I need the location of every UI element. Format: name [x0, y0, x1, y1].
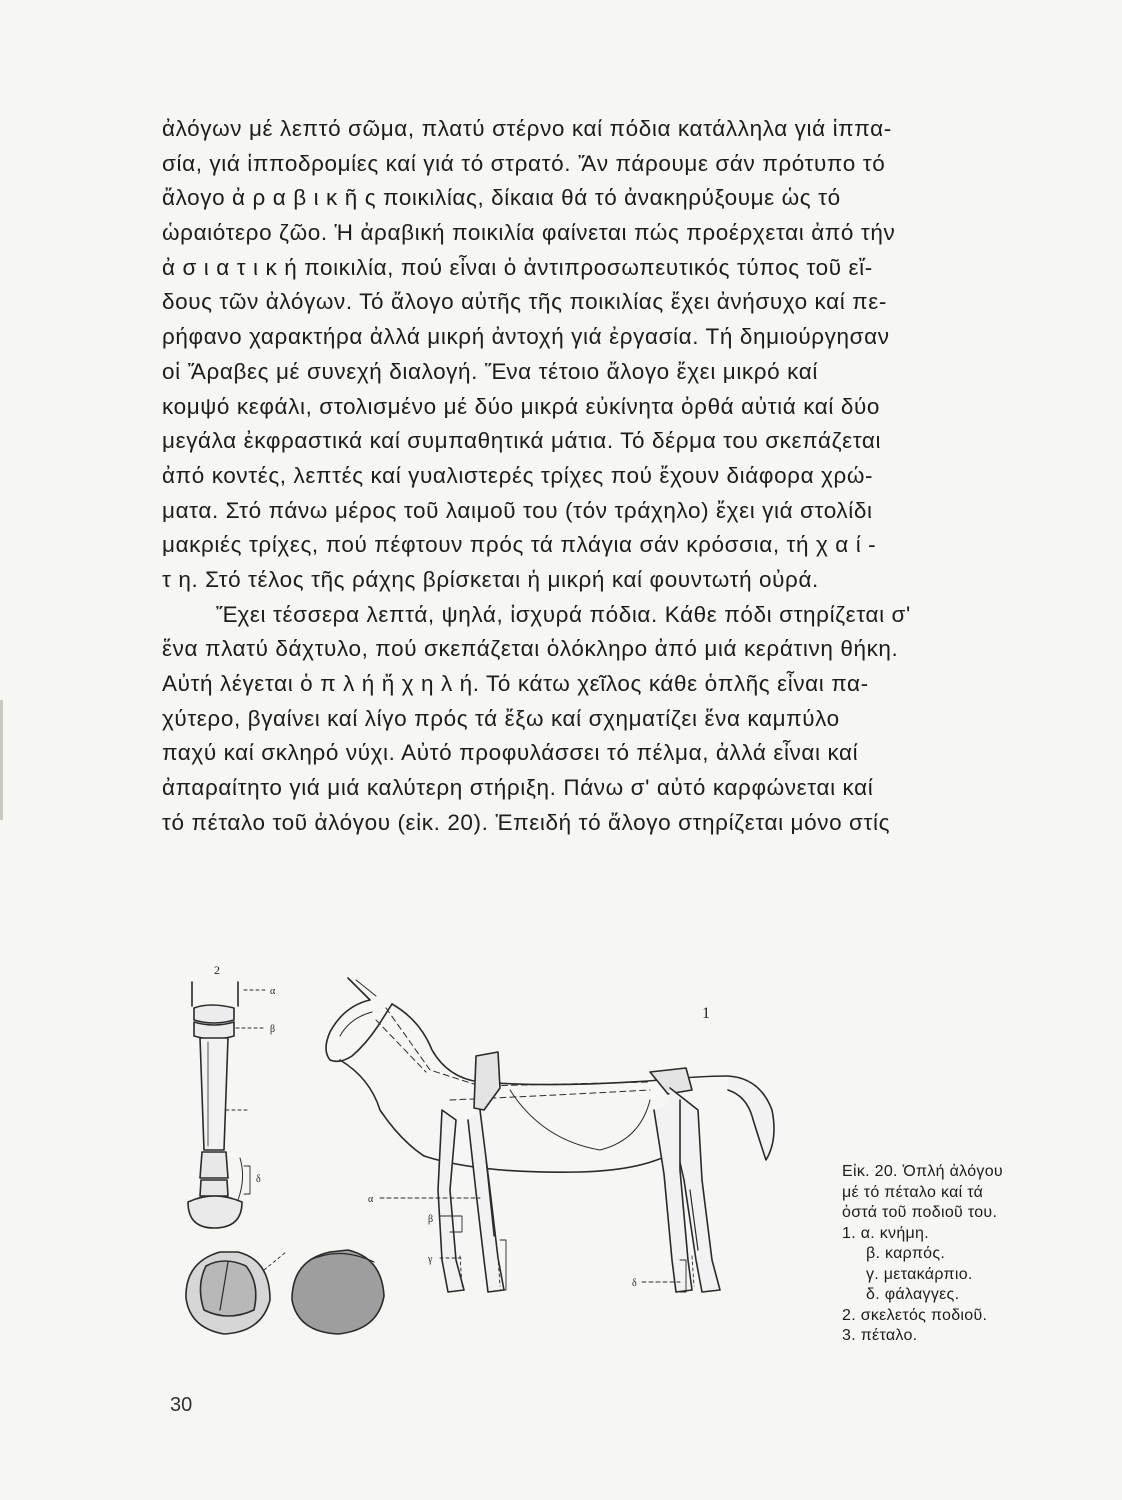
- caption-title: μέ τό πέταλο καί τά: [842, 1183, 984, 1201]
- text-line: οἱ Ἄραβες μέ συνεχή διαλογή. Ἕνα τέτοιο ἄλογο ἔχει μικρό καί: [162, 358, 818, 384]
- text-line: Ἔχει τέσσερα λεπτά, ψηλά, ἰσχυρά πόδια. Κάθε πόδι στηρίζεται σ': [216, 601, 911, 627]
- text-line: κομψό κεφάλι, στολισμένο μέ δύο μικρά εὐκίνητα ὀρθά αὐτιά καί δύο: [162, 393, 880, 419]
- horse-skeleton-figure: [180, 960, 780, 1340]
- label-delta: δ: [632, 1278, 637, 1289]
- text-line: τό πέταλο τοῦ ἀλόγου (εἰκ. 20). Ἐπειδή τό ἄλογο στηρίζεται μόνο στίς: [162, 809, 891, 835]
- caption-title: ὀστά τοῦ ποδιοῦ του.: [842, 1204, 998, 1221]
- caption-item: δ. φάλαγγες.: [866, 1286, 960, 1303]
- label-alpha: α: [368, 1194, 374, 1205]
- horse-outline-drawing: [326, 978, 774, 1292]
- horseshoe-drawing: [186, 1250, 384, 1334]
- figure-drawing: [180, 960, 780, 1340]
- text-line: ματα. Στό πάνω μέρος τοῦ λαιμοῦ του (τόν τράχηλο) ἔχει γιά στολίδι: [162, 497, 873, 523]
- figure-caption: [842, 1162, 1072, 1347]
- caption-item: β. καρπός.: [866, 1245, 946, 1262]
- caption-item: 3. πέταλο.: [842, 1327, 918, 1344]
- label-1: 1: [702, 1005, 710, 1022]
- text-line: μεγάλα ἐκφραστικά καί συμπαθητικά μάτια. Τό δέρμα του σκεπάζεται: [162, 428, 882, 454]
- leg-skeleton-drawing: [188, 982, 266, 1228]
- text-line: Αὐτή λέγεται ὁ π λ ή ἤ χ η λ ή. Τό κάτω χεῖλος κάθε ὁπλῆς εἶναι πα-: [162, 671, 869, 696]
- text-line: χύτερο, βγαίνει καί λίγο πρός τά ἔξω καί σχηματίζει ἕνα καμπύλο: [162, 705, 840, 731]
- label-2: 2: [214, 963, 220, 977]
- text-line: ἀπαραίτητο γιά μιά καλύτερη στήριξη. Πάνω σ' αὐτό καρφώνεται καί: [162, 775, 874, 801]
- label-gamma: γ: [428, 1254, 433, 1265]
- body-text: [162, 112, 1082, 840]
- text-line: ἀλόγων μέ λεπτό σῶμα, πλατύ στέρνο καί πόδια κατάλληλα γιά ἱππα-: [162, 116, 892, 141]
- caption-item: γ. μετακάρπιο.: [866, 1265, 973, 1283]
- label-delta-2: δ: [256, 1174, 261, 1185]
- label-alpha-2: α: [270, 986, 276, 997]
- text-line: δους τῶν ἀλόγων. Τό ἄλογο αὐτῆς τῆς ποικιλίας ἔχει ἀνήσυχο καί πε-: [162, 289, 888, 315]
- text-line: ὡραιότερο ζῶο. Ἡ ἀραβική ποικιλία φαίνεται πώς προέρχεται ἀπό τήν: [162, 220, 896, 246]
- text-line: ρήφανο χαρακτήρα ἀλλά μικρή ἀντοχή γιά ἐργασία. Τή δημιούργησαν: [162, 324, 890, 350]
- label-beta: β: [428, 1214, 434, 1225]
- text-line: ἀπό κοντές, λεπτές καί γυαλιστερές τρίχες πού ἔχουν διάφορα χρώ-: [162, 462, 874, 488]
- caption-item: 1. α. κνήμη.: [842, 1224, 929, 1242]
- label-beta-2: β: [270, 1024, 276, 1035]
- text-line: σία, γιά ἱπποδρομίες καί γιά τό στρατό. Ἄν πάρουμε σάν πρότυπο τό: [162, 150, 886, 176]
- scan-edge-mark: [0, 700, 3, 820]
- text-line: ἕνα πλατύ δάχτυλο, πού σκεπάζεται ὁλόκληρο ἀπό μιά κεράτινη θήκη.: [162, 636, 899, 662]
- text-line: ἄλογο ἀ ρ α β ι κ ῆ ς ποικιλίας, δίκαια θά τό ἀνακηρύξουμε ὡς τό: [162, 185, 841, 211]
- text-line: παχύ καί σκληρό νύχι. Αὐτό προφυλάσσει τό πέλμα, ἀλλά εἶναι καί: [162, 740, 859, 766]
- caption-item: 2. σκελετός ποδιοῦ.: [842, 1306, 988, 1324]
- text-line: ἀ σ ι α τ ι κ ή ποικιλία, πού εἶναι ὁ ἀντιπροσωπευτικός τύπος τοῦ εἴ-: [162, 254, 873, 280]
- text-line: τ η. Στό τέλος τῆς ράχης βρίσκεται ἡ μικρή καί φουντωτή οὐρά.: [162, 566, 819, 592]
- page-number: 30: [170, 1394, 193, 1416]
- text-line: μακριές τρίχες, πού πέφτουν πρός τά πλάγια σάν κρόσσια, τή χ α ί -: [162, 532, 877, 558]
- caption-title: Εἰκ. 20. Ὁπλή ἀλόγου: [842, 1163, 1003, 1180]
